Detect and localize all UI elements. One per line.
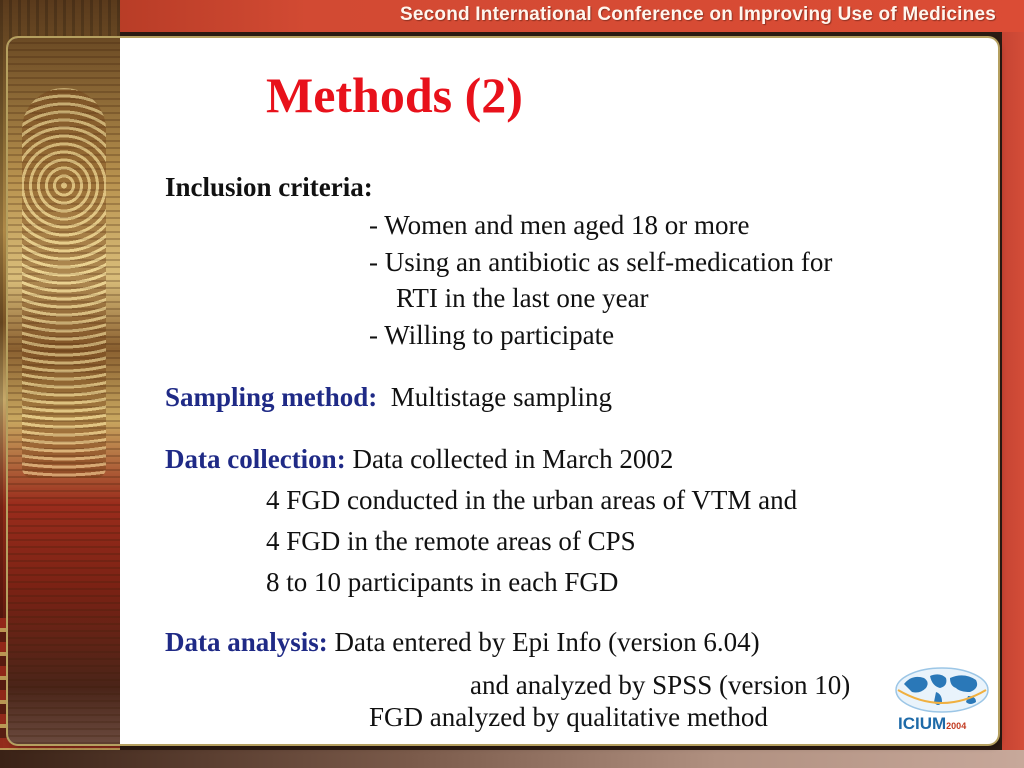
inclusion-item: - Using an antibiotic as self-medication for (369, 247, 833, 277)
data-analysis-row (165, 629, 760, 656)
data-analysis-label: Data analysis: (165, 627, 328, 657)
bottom-floor-strip (0, 750, 1024, 768)
right-border-strip (1002, 32, 1024, 768)
sampling-method-row (165, 384, 612, 411)
inclusion-item: - Women and men aged 18 or more (369, 210, 750, 240)
data-collection-value: Data collected in March 2002 (352, 444, 674, 474)
globe-icon (892, 664, 992, 716)
data-collection-line: 8 to 10 participants in each FGD (266, 567, 619, 597)
logo-text: ICIUM2004 (898, 714, 967, 733)
temple-image (8, 38, 120, 744)
data-collection-line: 4 FGD conducted in the urban areas of VTM and (266, 485, 798, 515)
conference-title: Second International Conference on Improving Use of Medicines (399, 4, 996, 25)
sampling-method-label: Sampling method: (165, 382, 378, 412)
slide-title: Methods (2) (266, 67, 523, 123)
data-analysis-line: FGD analyzed by qualitative method (369, 702, 768, 732)
inclusion-item: - Willing to participate (369, 320, 615, 350)
data-analysis-line: and analyzed by SPSS (version 10) (470, 670, 851, 700)
data-collection-label: Data collection: (165, 444, 346, 474)
data-collection-row (165, 446, 673, 473)
icium-logo (892, 664, 992, 738)
inclusion-criteria-label: Inclusion criteria: (165, 172, 373, 202)
sampling-method-value: Multistage sampling (390, 382, 613, 412)
data-collection-line: 4 FGD in the remote areas of CPS (266, 526, 636, 556)
conference-banner (0, 0, 1024, 32)
logo-year: 2004 (946, 721, 967, 731)
slide-content-area (8, 38, 998, 744)
data-analysis-value: Data entered by Epi Info (version 6.04) (334, 627, 760, 657)
inclusion-item-continued: RTI in the last one year (396, 283, 649, 313)
